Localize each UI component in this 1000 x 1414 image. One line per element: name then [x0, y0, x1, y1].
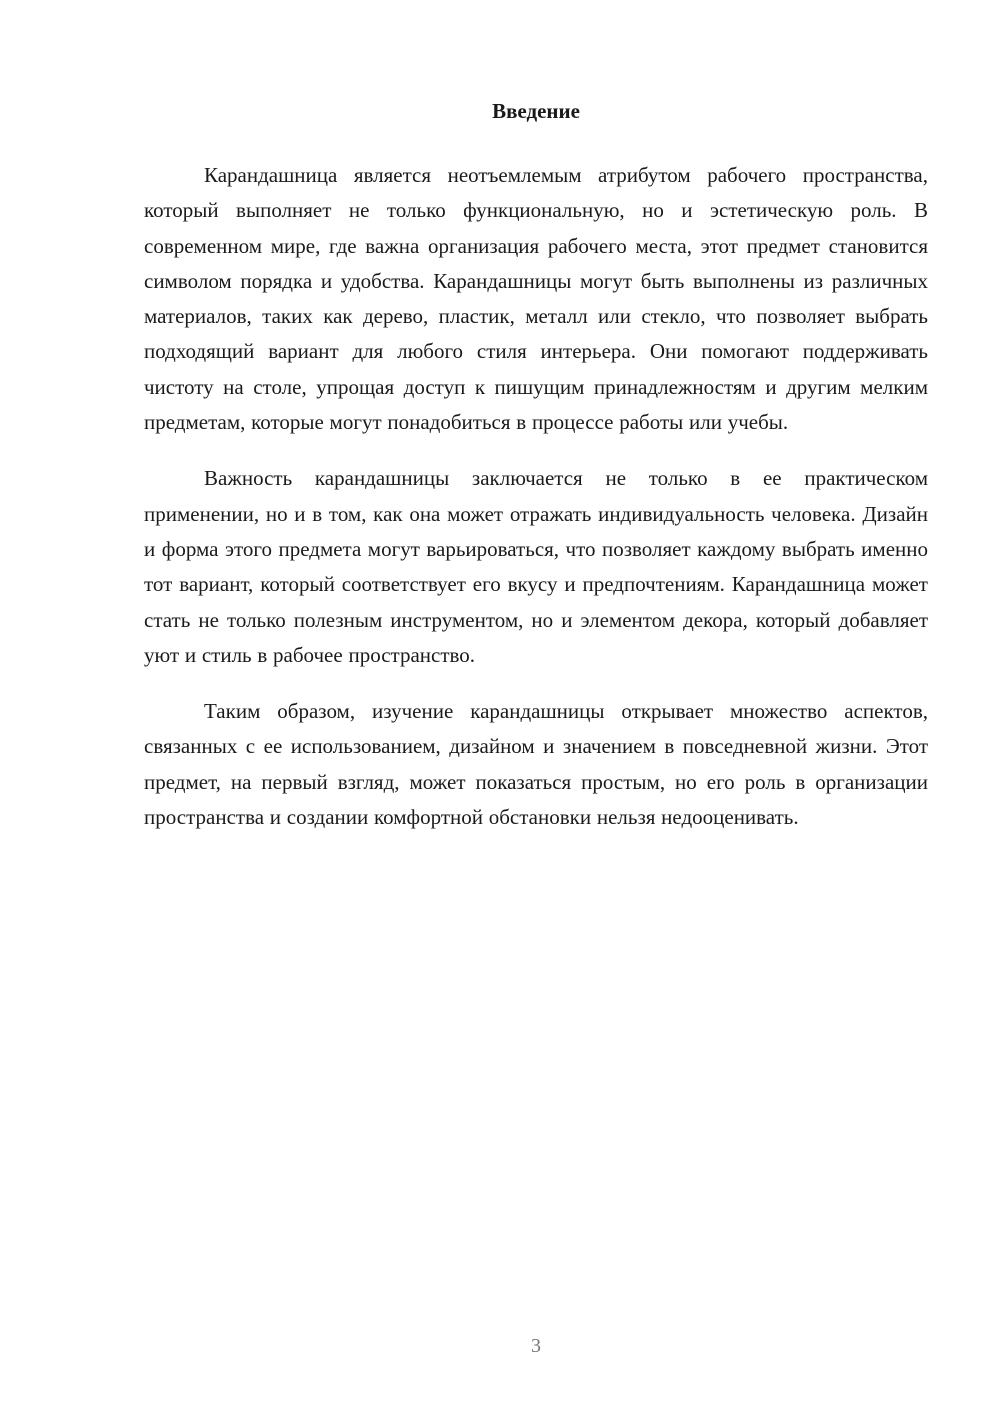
paragraph-conclusion: Таким образом, изучение карандашницы открывает множество аспектов, связанных с ее использованием, дизайном и значением в повседневной жизни. Этот предмет, на первый взгляд, может показаться простым, но его роль в организации пространства и создании комфортной обстановки нельзя недооценивать.	[144, 699, 928, 830]
paragraph-importance: Важность карандашницы заключается не только в ее практическом применении, но и в том, как она может отражать индивидуальность человека. Дизайн и форма этого предмета могут варьироваться, что позволяет каждому выбрать именно тот вариант, который соответствует его вкусу и предпочтениям. Карандашница может стать не только полезным инструментом, но и элементом декора, который добавляет уют и стиль в рабочее пространство.	[144, 466, 928, 667]
page-number: 3	[531, 1335, 541, 1357]
section-title: Введение	[492, 99, 580, 123]
document-body	[144, 96, 928, 835]
paragraph-intro: Карандашница является неотъемлемым атрибутом рабочего пространства, который выполняет не только функциональную, но и эстетическую роль. В современном мире, где важна организация рабочего места, этот предмет становится символом порядка и удобства. Карандашницы могут быть выполнены из различных материалов, таких как дерево, пластик, металл или стекло, что позволяет выбрать подходящий вариант для любого стиля интерьера. Они помогают поддерживать чистоту на столе, упрощая доступ к пишущим принадлежностям и другим мелким предметам, которые могут понадобиться в процессе работы или учебы.	[144, 163, 928, 435]
